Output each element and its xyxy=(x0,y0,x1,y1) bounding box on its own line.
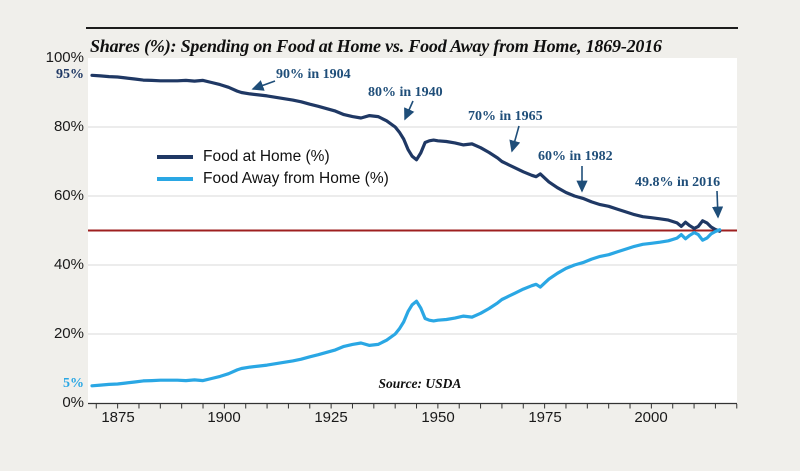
series-start-label-5: 5% xyxy=(63,376,84,391)
y-axis-label-40: 40% xyxy=(53,256,84,273)
y-axis-label-0: 0% xyxy=(62,394,84,411)
annotation-arrow-0 xyxy=(253,81,275,89)
legend-item-food-at-home xyxy=(157,146,389,168)
legend xyxy=(157,146,389,190)
food-away-from-home-line xyxy=(92,230,720,386)
chart-title: Shares (%): Spending on Food at Home vs. Food Away from Home, 1869-2016 xyxy=(90,36,662,56)
annotation-80-in-1940: 80% in 1940 xyxy=(368,85,443,100)
x-axis-label-1875: 1875 xyxy=(101,409,135,426)
legend-item-food-away xyxy=(157,168,389,190)
x-axis-label-1900: 1900 xyxy=(207,409,241,426)
x-axis-label-1950: 1950 xyxy=(421,409,455,426)
source-note: Source: USDA xyxy=(378,376,462,391)
x-axis-label-2000: 2000 xyxy=(634,409,668,426)
annotation-70-in-1965: 70% in 1965 xyxy=(468,109,543,124)
y-axis-label-80: 80% xyxy=(53,118,84,135)
food-at-home-line-swatch xyxy=(157,155,193,159)
legend-label-food-at-home: Food at Home (%) xyxy=(203,148,330,165)
annotation-90-in-1904: 90% in 1904 xyxy=(276,67,351,82)
annotation-60-in-1982: 60% in 1982 xyxy=(538,149,613,164)
x-axis-label-1975: 1975 xyxy=(528,409,562,426)
y-axis-label-100: 100% xyxy=(45,49,84,66)
annotation-arrow-1 xyxy=(405,101,413,119)
annotation-49-8-in-2016: 49.8% in 2016 xyxy=(635,175,721,190)
legend-label-food-away: Food Away from Home (%) xyxy=(203,170,389,187)
food-away-line-swatch xyxy=(157,177,193,181)
annotation-arrow-4 xyxy=(717,191,718,217)
y-axis-label-20: 20% xyxy=(53,325,84,342)
x-axis-label-1925: 1925 xyxy=(314,409,348,426)
series-start-label-95: 95% xyxy=(56,67,84,82)
y-axis-label-60: 60% xyxy=(53,187,84,204)
annotation-arrow-2 xyxy=(512,126,519,151)
